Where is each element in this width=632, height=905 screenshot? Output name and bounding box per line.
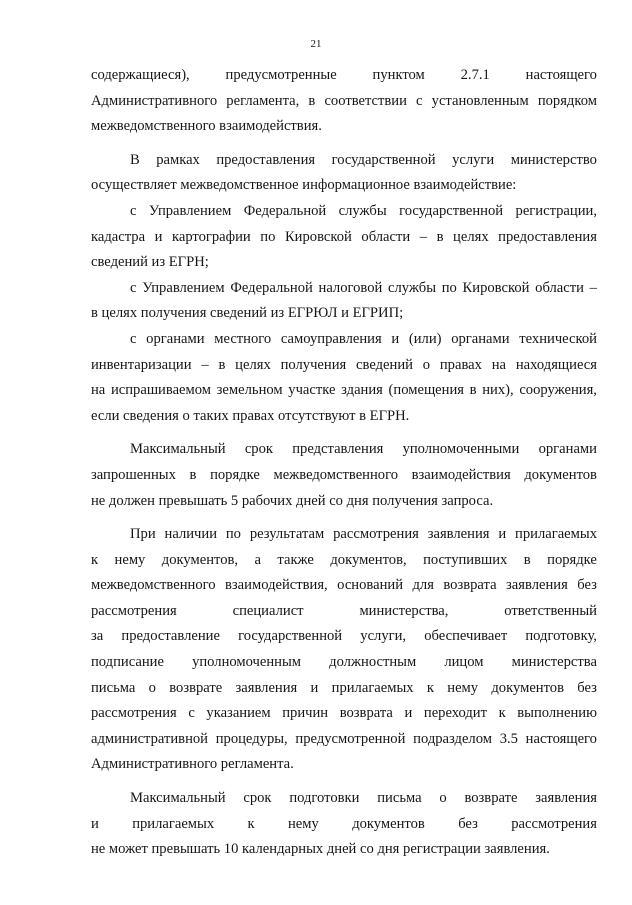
word: самоуправления bbox=[280, 330, 382, 347]
word: соответствии bbox=[324, 92, 407, 109]
paragraph bbox=[91, 63, 597, 140]
word: органами bbox=[538, 441, 597, 458]
paragraph bbox=[91, 199, 597, 276]
word: к bbox=[498, 705, 506, 722]
word: службы bbox=[338, 202, 387, 219]
word: с bbox=[130, 202, 137, 219]
word: получения bbox=[280, 356, 347, 373]
text-line bbox=[91, 173, 597, 199]
word: документов, bbox=[161, 551, 239, 568]
word: нему bbox=[447, 679, 479, 696]
word: в bbox=[189, 466, 197, 483]
word: заявления bbox=[506, 577, 568, 594]
word: также bbox=[277, 551, 314, 568]
word: регистрации, bbox=[515, 202, 597, 219]
word: нему bbox=[288, 815, 319, 832]
word: уполномоченными bbox=[402, 441, 520, 458]
word: ответственный bbox=[504, 602, 597, 619]
word: рассмотрения bbox=[91, 705, 177, 722]
word: выполнению bbox=[517, 705, 597, 722]
word: с bbox=[130, 279, 137, 296]
word: лицом bbox=[444, 654, 484, 671]
text-line bbox=[91, 327, 597, 353]
word: порядке bbox=[547, 551, 597, 568]
text-line bbox=[91, 573, 597, 599]
word: возврате bbox=[169, 679, 223, 696]
word: взаимодействия, bbox=[225, 577, 328, 594]
word: взаимодействия bbox=[411, 466, 511, 483]
word: и bbox=[310, 679, 319, 696]
word: межведомственного bbox=[273, 466, 399, 483]
word: государственной bbox=[399, 202, 504, 219]
word: а bbox=[254, 551, 261, 568]
word: оснований bbox=[337, 577, 404, 594]
word: рассмотрения bbox=[511, 815, 597, 832]
word: по bbox=[225, 526, 241, 543]
word: пунктом bbox=[372, 67, 425, 83]
word: с bbox=[188, 705, 195, 722]
word: в bbox=[218, 356, 226, 373]
text-line bbox=[91, 404, 597, 430]
word: без bbox=[577, 679, 597, 696]
word: без bbox=[577, 577, 597, 594]
paragraph bbox=[91, 786, 597, 863]
word: министерство bbox=[510, 151, 597, 168]
text-line bbox=[91, 701, 597, 727]
word: на bbox=[491, 356, 507, 373]
word: услуги, bbox=[360, 628, 407, 645]
word: и bbox=[404, 705, 413, 722]
text-line bbox=[91, 727, 597, 753]
text-line bbox=[91, 786, 597, 812]
word: осуществляет межведомственное информационное взаимодействие: bbox=[91, 177, 517, 194]
text-line bbox=[91, 624, 597, 650]
paragraph bbox=[91, 522, 597, 778]
word: к bbox=[91, 551, 99, 568]
word: прилагаемых bbox=[132, 815, 215, 832]
word: без bbox=[458, 815, 478, 832]
text-line bbox=[91, 148, 597, 174]
paragraph bbox=[91, 276, 597, 327]
word: специалист bbox=[232, 602, 304, 619]
word: здания bbox=[341, 382, 383, 399]
word: о bbox=[422, 356, 431, 373]
word: рассмотрения bbox=[333, 526, 419, 543]
word: документов bbox=[352, 815, 425, 832]
word: причин bbox=[282, 705, 329, 722]
word: документов bbox=[524, 466, 597, 483]
text-line bbox=[91, 89, 597, 115]
text-line bbox=[91, 250, 597, 276]
word: Максимальный bbox=[130, 790, 226, 807]
word: подразделом bbox=[413, 730, 492, 747]
word: При bbox=[130, 526, 156, 543]
word: для bbox=[412, 577, 434, 594]
word: на bbox=[91, 382, 106, 399]
word: участке bbox=[288, 382, 336, 399]
word: них), bbox=[482, 382, 514, 399]
word: по bbox=[260, 228, 276, 245]
word: области bbox=[361, 228, 411, 245]
word: с bbox=[130, 330, 137, 347]
word: Управлением bbox=[148, 202, 232, 219]
word: возврате bbox=[464, 790, 518, 807]
word: Федеральной bbox=[243, 202, 327, 219]
word: Административного регламента. bbox=[91, 756, 294, 773]
word: межведомственного взаимодействия. bbox=[91, 118, 322, 135]
word: кадастра bbox=[91, 228, 146, 245]
word: в целях получения сведений из ЕГРЮЛ и ЕГРИП; bbox=[91, 305, 404, 322]
word: Федеральной bbox=[230, 279, 313, 296]
word: должностным bbox=[329, 654, 417, 671]
paragraph bbox=[91, 148, 597, 199]
text-line bbox=[91, 353, 597, 379]
text-line bbox=[91, 812, 597, 838]
word: и bbox=[498, 526, 507, 543]
word: Административного bbox=[91, 92, 218, 109]
word: целях bbox=[453, 228, 489, 245]
word: органами bbox=[146, 330, 205, 347]
word: прилагаемых bbox=[515, 526, 597, 543]
word: сведений из ЕГРН; bbox=[91, 254, 209, 271]
word: настоящего bbox=[525, 730, 597, 747]
word: с bbox=[416, 92, 423, 109]
word: нему bbox=[114, 551, 146, 568]
word: порядком bbox=[537, 92, 597, 109]
word: (или) bbox=[408, 330, 442, 347]
word: инвентаризации bbox=[91, 356, 192, 373]
word: срок bbox=[244, 441, 273, 458]
text-line bbox=[91, 378, 597, 404]
word: области bbox=[535, 279, 584, 296]
word: наличии bbox=[164, 526, 217, 543]
word: органами bbox=[451, 330, 510, 347]
word: указанием bbox=[206, 705, 271, 722]
word: в bbox=[436, 228, 444, 245]
word: предусмотренные bbox=[225, 67, 337, 83]
word: к bbox=[426, 679, 434, 696]
word: находящиеся bbox=[515, 356, 597, 373]
word: картографии bbox=[171, 228, 251, 245]
word: государственной bbox=[238, 628, 343, 645]
word: целях bbox=[235, 356, 271, 373]
text-line bbox=[91, 489, 597, 515]
word: о bbox=[439, 790, 447, 807]
paragraph bbox=[91, 437, 597, 514]
word: рамках bbox=[156, 151, 200, 168]
word: и bbox=[154, 228, 163, 245]
word: земельном bbox=[216, 382, 283, 399]
word: за bbox=[91, 628, 104, 645]
word: налоговой bbox=[318, 279, 383, 296]
word: обеспечивает bbox=[424, 628, 508, 645]
word: заявления bbox=[535, 790, 597, 807]
word: заявления bbox=[427, 526, 490, 543]
word: к bbox=[247, 815, 255, 832]
word: министерства bbox=[511, 654, 597, 671]
word: 3.5 bbox=[499, 730, 518, 747]
word: Управлением bbox=[142, 279, 225, 296]
word: рассмотрения bbox=[91, 602, 177, 619]
text-line bbox=[91, 225, 597, 251]
word: порядке bbox=[210, 466, 260, 483]
word: документов bbox=[491, 679, 564, 696]
word: запрошенных bbox=[91, 466, 176, 483]
text-line bbox=[91, 114, 597, 140]
word: – bbox=[589, 279, 597, 296]
text-line bbox=[91, 301, 597, 327]
word: в bbox=[308, 92, 316, 109]
word: В bbox=[130, 151, 140, 168]
word: поступивших bbox=[423, 551, 508, 568]
word: о bbox=[148, 679, 156, 696]
word: межведомственного bbox=[91, 577, 216, 594]
text-line bbox=[91, 437, 597, 463]
word: министерства, bbox=[359, 602, 449, 619]
word: возврата bbox=[443, 577, 497, 594]
word: установленным bbox=[431, 92, 529, 109]
document-body bbox=[91, 63, 597, 863]
word: переходит bbox=[423, 705, 487, 722]
word: результатам bbox=[249, 526, 325, 543]
text-line bbox=[91, 463, 597, 489]
word: в bbox=[469, 382, 477, 399]
word: (помещения bbox=[388, 382, 464, 399]
word: услуги bbox=[452, 151, 495, 168]
word: технической bbox=[519, 330, 597, 347]
word: не может превышать 10 календарных дней со дня регистрации заявления. bbox=[91, 841, 550, 858]
word: Кировской bbox=[284, 228, 352, 245]
text-line bbox=[91, 199, 597, 225]
word: предоставления bbox=[498, 228, 597, 245]
word: государственной bbox=[331, 151, 436, 168]
word: заявления bbox=[235, 679, 298, 696]
word: административной bbox=[91, 730, 208, 747]
word: подготовку, bbox=[525, 628, 597, 645]
word: возврата bbox=[339, 705, 393, 722]
word: 2.7.1 bbox=[460, 67, 490, 83]
word: не должен превышать 5 рабочих дней со дня получения запроса. bbox=[91, 492, 494, 509]
word: сведений bbox=[356, 356, 413, 373]
text-line bbox=[91, 837, 597, 863]
word: и bbox=[91, 815, 99, 832]
text-line bbox=[91, 650, 597, 676]
word: уполномоченным bbox=[192, 654, 302, 671]
word: местного bbox=[214, 330, 272, 347]
text-line bbox=[91, 276, 597, 302]
word: представления bbox=[292, 441, 384, 458]
word: письма bbox=[91, 679, 136, 696]
text-line bbox=[91, 63, 597, 89]
word: испрашиваемом bbox=[110, 382, 212, 399]
word: содержащиеся), bbox=[91, 67, 190, 83]
paragraph bbox=[91, 327, 597, 429]
text-line bbox=[91, 676, 597, 702]
word: подготовки bbox=[289, 790, 360, 807]
text-line bbox=[91, 548, 597, 574]
word: в bbox=[523, 551, 531, 568]
word: и bbox=[391, 330, 400, 347]
word: срок bbox=[243, 790, 272, 807]
page-number: 21 bbox=[310, 38, 322, 50]
word: сооружения, bbox=[519, 382, 597, 399]
text-line bbox=[91, 599, 597, 625]
word: предоставления bbox=[216, 151, 316, 168]
word: регламента, bbox=[226, 92, 300, 109]
word: документов, bbox=[330, 551, 407, 568]
text-line bbox=[91, 522, 597, 548]
text-line bbox=[91, 752, 597, 778]
word: предусмотренной bbox=[295, 730, 406, 747]
word: прилагаемых bbox=[331, 679, 414, 696]
word: – bbox=[201, 356, 209, 373]
word: службы bbox=[388, 279, 437, 296]
word: Кировской bbox=[462, 279, 530, 296]
word: – bbox=[419, 228, 428, 245]
word: если сведения о таких правах отсутствуют в ЕГРН. bbox=[91, 407, 410, 424]
word: по bbox=[441, 279, 457, 296]
word: Максимальный bbox=[130, 441, 226, 458]
word: подписание bbox=[91, 654, 164, 671]
word: письма bbox=[377, 790, 422, 807]
word: настоящего bbox=[525, 67, 597, 83]
word: процедуры, bbox=[215, 730, 288, 747]
word: предоставление bbox=[121, 628, 220, 645]
word: правах bbox=[439, 356, 482, 373]
